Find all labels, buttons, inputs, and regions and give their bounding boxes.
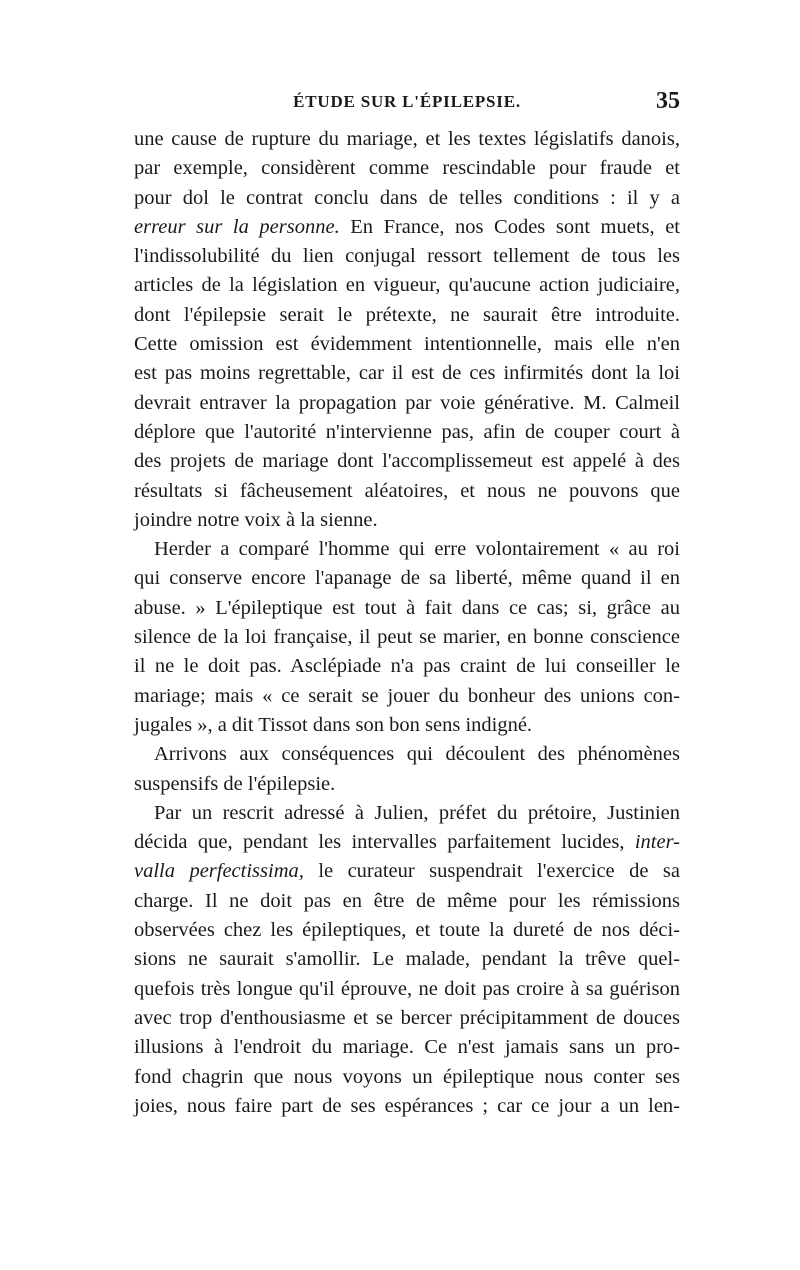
line-text: une cause de rupture du mariage, et les textes législatifs danois, bbox=[134, 128, 680, 150]
line-text: il ne le doit pas. Asclépiade n'a pas craint de lui conseiller le bbox=[134, 655, 680, 678]
text-line bbox=[134, 330, 680, 359]
text-line bbox=[134, 740, 680, 769]
text-line bbox=[134, 213, 680, 242]
line-text: par exemple, considèrent comme rescindable pour fraude et bbox=[134, 157, 680, 180]
text-line bbox=[134, 623, 680, 652]
text-line bbox=[134, 1033, 680, 1062]
line-text: articles de la législation en vigueur, qu'aucune action judiciaire, bbox=[134, 274, 680, 297]
line-text: qui conserve encore l'apanage de sa liberté, même quand il en bbox=[134, 567, 680, 590]
line-text: décida que, pendant les intervalles parfaitement lucides, bbox=[134, 831, 635, 854]
line-text: Cette omission est évidemment intentionnelle, mais elle n'en bbox=[134, 333, 680, 356]
text-line bbox=[134, 447, 680, 476]
text-line bbox=[134, 770, 680, 799]
line-text: pour dol le contrat conclu dans de telles conditions : il y a bbox=[134, 186, 680, 209]
line-text: Herder a comparé l'homme qui erre volontairement « au roi bbox=[154, 538, 680, 561]
line-text: En France, nos Codes sont muets, et bbox=[339, 215, 680, 238]
text-line bbox=[134, 389, 680, 418]
text-line bbox=[134, 682, 680, 711]
line-text: jugales », a dit Tissot dans son bon sens indigné. bbox=[134, 713, 533, 736]
line-text: des projets de mariage dont l'accomplissemeut est appelé à des bbox=[134, 450, 680, 473]
text-line bbox=[134, 945, 680, 974]
text-line bbox=[134, 916, 680, 945]
line-text: Arrivons aux conséquences qui découlent des phénomènes bbox=[154, 743, 680, 766]
body-text bbox=[134, 125, 680, 1121]
text-line bbox=[134, 1004, 680, 1033]
line-text: est pas moins regrettable, car il est de ces infirmités dont la loi bbox=[134, 362, 680, 385]
line-text: mariage; mais « ce serait se jouer du bonheur des unions con- bbox=[134, 684, 680, 707]
text-line bbox=[134, 271, 680, 300]
line-text: fond chagrin que nous voyons un épileptique nous conter ses bbox=[134, 1065, 680, 1088]
text-line bbox=[134, 857, 680, 886]
text-line bbox=[134, 975, 680, 1004]
text-line bbox=[134, 125, 680, 154]
text-line bbox=[134, 477, 680, 506]
line-text: le curateur suspendrait l'exercice de sa bbox=[303, 860, 680, 883]
line-text: suspensifs de l'épilepsie. bbox=[134, 772, 336, 795]
text-line bbox=[134, 564, 680, 593]
line-text: joies, nous faire part de ses espérances ; car ce jour a un len- bbox=[134, 1094, 680, 1117]
line-text: sions ne saurait s'amollir. Le malade, pendant la trêve quel- bbox=[134, 948, 680, 971]
line-text: illusions à l'endroit du mariage. Ce n'est jamais sans un pro- bbox=[134, 1036, 680, 1059]
line-text: l'indissolubilité du lien conjugal ressort tellement de tous les bbox=[134, 245, 680, 268]
text-line bbox=[134, 594, 680, 623]
text-line bbox=[134, 1092, 680, 1121]
line-text: charge. Il ne doit pas en être de même pour les rémissions bbox=[134, 889, 680, 912]
line-text: résultats si fâcheusement aléatoires, et nous ne pouvons que bbox=[134, 479, 680, 502]
text-line bbox=[134, 359, 680, 388]
line-text: Par un rescrit adressé à Julien, préfet du prétoire, Justinien bbox=[154, 801, 680, 824]
line-text: avec trop d'enthousiasme et se bercer précipitamment de douces bbox=[134, 1006, 680, 1029]
page-number: 35 bbox=[656, 88, 680, 114]
text-line bbox=[134, 828, 680, 857]
text-line bbox=[134, 418, 680, 447]
italic-phrase: valla perfectissima, bbox=[134, 860, 304, 883]
text-line bbox=[134, 711, 680, 740]
line-text: observées chez les épileptiques, et toute la dureté de nos déci- bbox=[134, 919, 680, 942]
line-text: déplore que l'autorité n'intervienne pas, afin de couper court à bbox=[134, 420, 680, 443]
italic-phrase: inter- bbox=[634, 831, 680, 854]
text-line bbox=[134, 652, 680, 681]
text-line bbox=[134, 1063, 680, 1092]
line-text: quefois très longue qu'il éprouve, ne doit pas croire à sa guérison bbox=[134, 977, 680, 1000]
italic-phrase: erreur sur la personne. bbox=[134, 215, 340, 238]
line-text: devrait entraver la propagation par voie générative. M. Calmeil bbox=[134, 391, 680, 414]
line-text: joindre notre voix à la sienne. bbox=[134, 508, 378, 531]
line-text: abuse. » L'épileptique est tout à fait dans ce cas; si, grâce au bbox=[134, 596, 680, 619]
running-header bbox=[134, 88, 680, 122]
text-line bbox=[134, 506, 680, 535]
line-text: dont l'épilepsie serait le prétexte, ne saurait être introduite. bbox=[134, 303, 680, 326]
text-line bbox=[134, 154, 680, 183]
line-text: silence de la loi française, il peut se marier, en bonne conscience bbox=[134, 626, 680, 649]
text-line bbox=[134, 887, 680, 916]
text-line bbox=[134, 535, 680, 564]
text-line bbox=[134, 242, 680, 271]
running-title: ÉTUDE SUR L'ÉPILEPSIE. bbox=[293, 92, 521, 111]
text-line bbox=[134, 799, 680, 828]
text-line bbox=[134, 184, 680, 213]
text-line bbox=[134, 301, 680, 330]
